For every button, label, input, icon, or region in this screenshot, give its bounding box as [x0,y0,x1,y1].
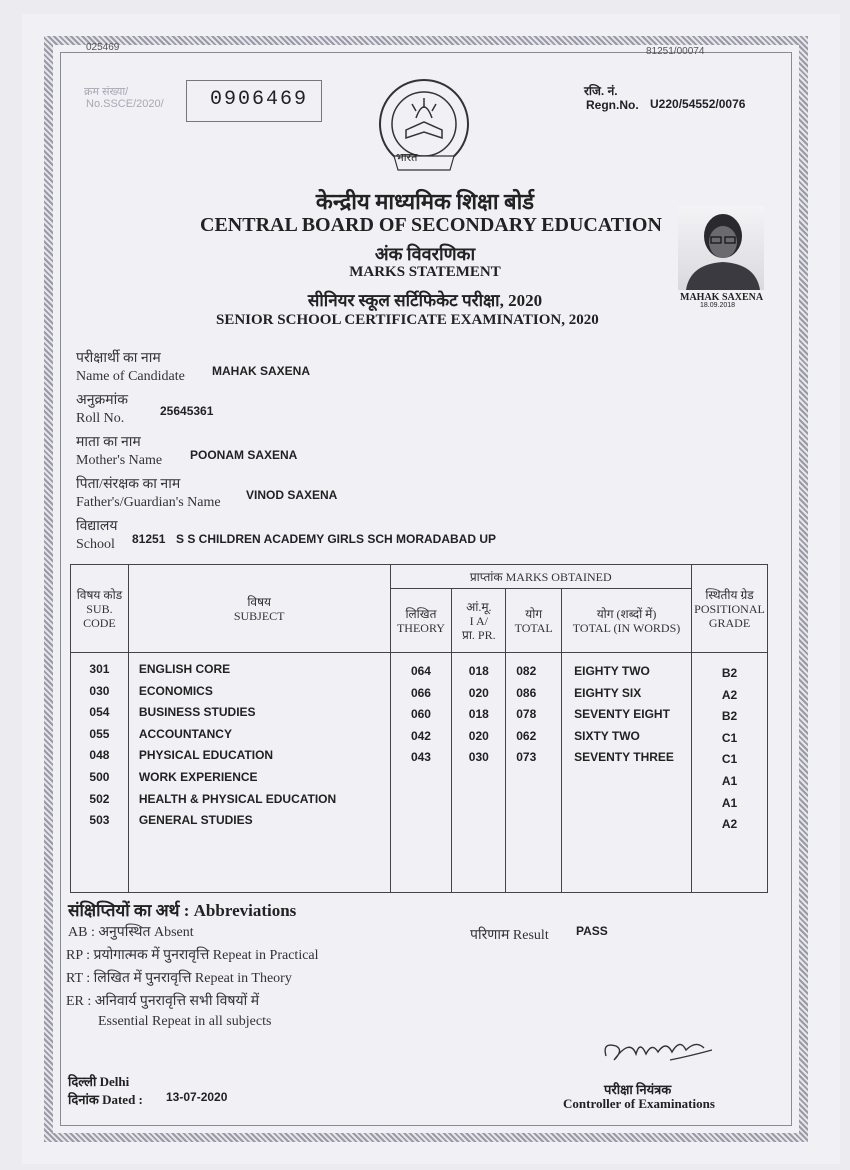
cell-ia: 020 [468,728,489,743]
cell-grade: B2 [721,709,738,724]
cell-total [516,769,561,791]
cell-subject: ECONOMICS [138,683,213,698]
regn-number: U220/54552/0076 [650,97,746,111]
header-ia: आं.मू. I A/ प्रा. PR. [452,589,506,653]
cell-theory: 064 [410,664,431,678]
candidate-photo [678,206,764,290]
cell-subject: PHYSICAL EDUCATION [138,748,274,763]
cell-ia: 020 [468,685,489,700]
school-label-hindi: विद्यालय [76,519,118,534]
cell-words: SIXTY TWO [574,728,640,743]
cell-subject: HEALTH & PHYSICAL EDUCATION [138,791,337,806]
column-total-words [562,653,692,893]
cell-words: SEVENTY THREE [574,750,674,765]
cell-code: 502 [89,791,110,806]
father-label-hindi: पिता/संरक्षक का नाम [76,477,181,492]
controller-signature [600,1030,720,1070]
logo-bharat-text: भारत [396,152,418,164]
cell-theory [391,812,452,834]
cell-theory: 066 [410,685,431,700]
header-total-words: योग (शब्दों में) TOTAL (IN WORDS) [562,589,692,653]
cell-total: 062 [516,728,537,743]
cell-grade: A1 [721,795,738,810]
cell-theory [391,791,452,813]
school-label: School [76,537,115,552]
cell-total: 086 [516,685,537,700]
header-marks-obtained: प्राप्तांक MARKS OBTAINED [390,565,691,589]
cell-code: 054 [89,705,110,720]
abbr-essential-repeat-en: Essential Repeat in all subjects [98,1014,272,1029]
date-label: दिनांक Dated : [68,1092,143,1107]
abbr-repeat-practical: RP : प्रयोगात्मक में पुनरावृत्ति Repeat in Practical [66,948,319,963]
column-ia [452,653,506,893]
cell-grade: A2 [721,817,738,832]
cell-total [516,791,561,813]
cell-subject: ACCOUNTANCY [138,726,232,741]
controller-label-hindi: परीक्षा नियंत्रक [604,1082,672,1097]
cell-words [574,791,691,813]
cell-total: 078 [516,707,537,722]
board-name-hindi: केन्द्रीय माध्यमिक शिक्षा बोर्ड [315,189,535,214]
serial-label-hindi: क्रम संख्या/ [84,86,129,98]
cell-ia [452,791,505,813]
mother-label: Mother's Name [76,453,163,468]
roll-number: 25645361 [160,404,214,418]
column-subject [128,653,390,893]
cell-words: EIGHTY SIX [574,685,642,700]
top-left-number: 025469 [86,42,120,53]
cell-grade: A2 [721,687,738,702]
cell-ia: 030 [468,750,489,765]
header-total: योग TOTAL [506,589,562,653]
cell-theory: 043 [410,750,431,765]
controller-label: Controller of Examinations [563,1096,715,1111]
cell-ia [452,812,505,834]
cell-code: 500 [89,769,110,784]
column-code [71,653,129,893]
photo-caption-date: 18.09.2018 [700,302,736,309]
cell-subject: GENERAL STUDIES [138,813,253,828]
cell-grade: B2 [721,666,738,680]
cell-code: 030 [89,683,110,698]
cell-words: EIGHTY TWO [574,664,650,678]
cell-words [574,812,691,834]
mother-label-hindi: माता का नाम [76,435,141,450]
cell-theory [391,769,452,791]
school-code: 81251 [132,532,166,546]
column-grade [691,653,767,893]
regn-label-hindi: रजि. नं. [584,84,618,98]
cell-grade: A1 [721,773,738,788]
marks-table [70,564,768,893]
cell-words [574,769,691,791]
father-label: Father's/Guardian's Name [76,495,221,510]
header-theory: लिखित THEORY [390,589,452,653]
header-grade: स्थितीय ग्रेड POSITIONAL GRADE [691,565,767,653]
cell-subject: WORK EXPERIENCE [138,769,258,784]
column-theory [390,653,452,893]
doc-title-hindi: अंक विवरणिका [374,244,476,264]
abbreviations-title: संक्षिप्तियों का अर्थ : Abbreviations [68,901,297,920]
cell-code: 048 [89,748,110,763]
cell-ia: 018 [468,664,489,678]
abbr-repeat-theory: RT : लिखित में पुनरावृत्ति Repeat in Theory [66,971,292,986]
header-subject: विषय SUBJECT [128,565,390,653]
date-value: 13-07-2020 [166,1090,228,1104]
cell-words: SEVENTY EIGHT [574,707,670,722]
father-name: VINOD SAXENA [246,488,338,502]
cell-total [516,812,561,834]
exam-title-hindi: सीनियर स्कूल सर्टिफिकेट परीक्षा, 2020 [307,291,543,310]
cell-ia [452,769,505,791]
board-name: CENTRAL BOARD OF SECONDARY EDUCATION [200,214,662,236]
name-label-hindi: परीक्षार्थी का नाम [76,351,161,366]
cell-theory: 060 [410,707,431,722]
doc-title: MARKS STATEMENT [349,264,501,280]
cell-total: 082 [516,664,537,678]
header-code: विषय कोड SUB. CODE [71,565,129,653]
cbse-emblem-icon [376,78,472,174]
cell-theory: 042 [410,728,431,743]
place-label: दिल्ली Delhi [68,1074,130,1089]
serial-number: 0906469 [210,88,309,111]
cell-grade: C1 [721,752,738,767]
candidate-name: MAHAK SAXENA [212,364,311,378]
abbr-absent: AB : अनुपस्थित Absent [68,925,194,940]
cell-code: 301 [89,662,110,676]
cell-ia: 018 [468,707,489,722]
regn-label: Regn.No. [586,98,639,112]
cell-subject: BUSINESS STUDIES [138,705,256,720]
exam-title: SENIOR SCHOOL CERTIFICATE EXAMINATION, 2020 [216,312,599,328]
roll-label-hindi: अनुक्रमांक [76,393,128,408]
abbr-essential-repeat: ER : अनिवार्य पुनरावृत्ति सभी विषयों में [66,994,260,1009]
result-label: परिणाम Result [470,928,549,943]
school-name: S S CHILDREN ACADEMY GIRLS SCH MORADABAD UP [176,532,497,546]
cell-grade: C1 [721,730,738,745]
roll-label: Roll No. [76,411,125,426]
cell-code: 055 [89,726,110,741]
result-value: PASS [576,924,608,938]
name-label: Name of Candidate [76,369,185,384]
cell-subject: ENGLISH CORE [138,662,231,676]
mother-name: POONAM SAXENA [190,448,298,462]
photo-caption-name: MAHAK SAXENA [680,292,764,303]
cell-code: 503 [89,813,110,828]
column-total [506,653,562,893]
serial-label: No.SSCE/2020/ [86,98,164,110]
cell-total: 073 [516,750,537,765]
top-right-number: 81251/00074 [646,46,705,57]
